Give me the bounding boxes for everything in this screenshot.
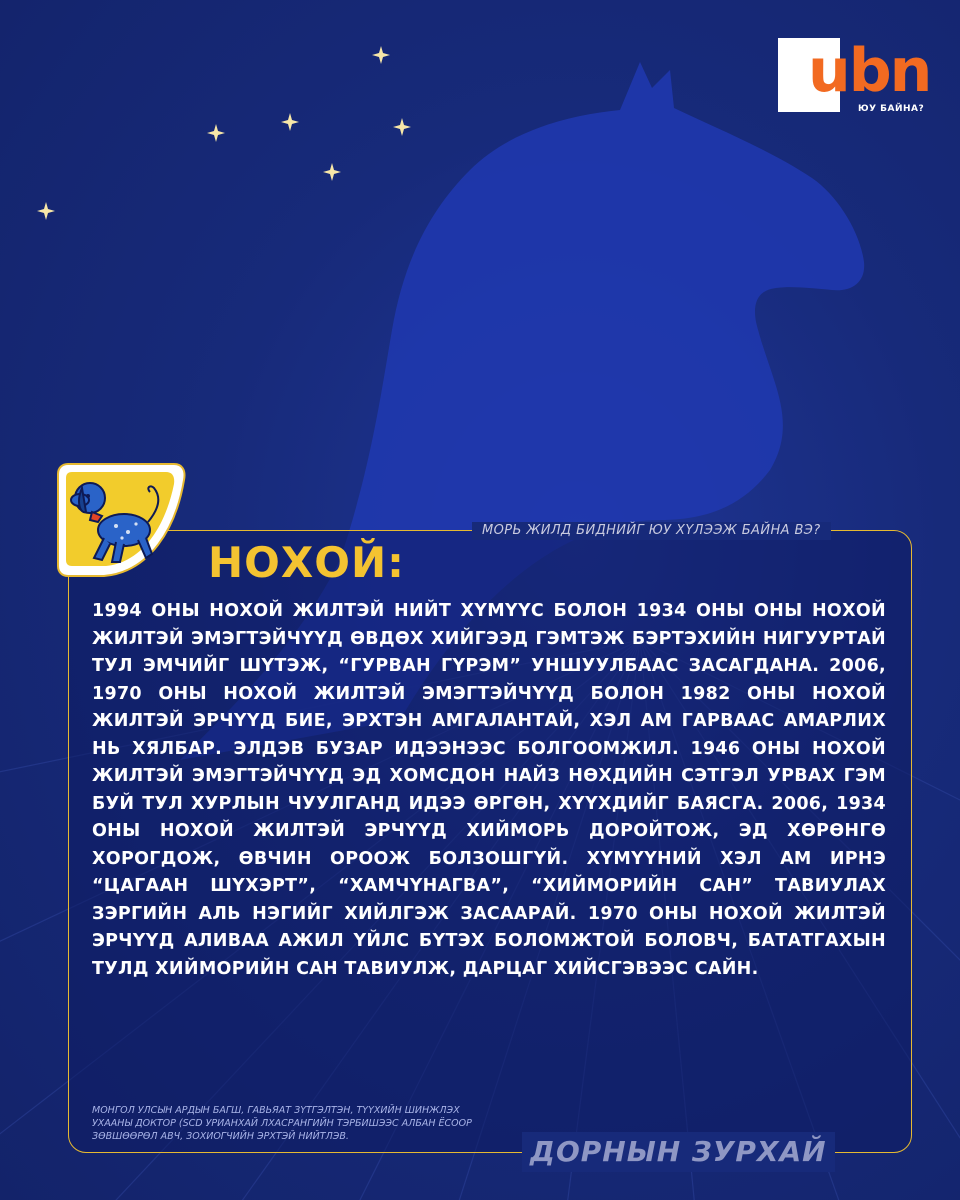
star-icon	[207, 124, 225, 142]
star-icon	[281, 113, 299, 131]
section-title: НОХОЙ:	[208, 538, 405, 587]
frame-subtitle: МОРЬ ЖИЛД БИДНИЙГ ЮУ ХҮЛЭЭЖ БАЙНА ВЭ?	[472, 522, 831, 540]
star-group	[37, 46, 411, 220]
star-icon	[393, 118, 411, 136]
logo-tagline: ЮУ БАЙНА?	[858, 104, 925, 114]
star-icon	[323, 163, 341, 181]
star-icon	[37, 202, 55, 220]
dog-zodiac-icon	[54, 458, 188, 582]
horoscope-text: 1994 ОНЫ НОХОЙ ЖИЛТЭЙ НИЙТ ХҮМҮҮС БОЛОН 1934 ОНЫ ОНЫ НОХОЙ ЖИЛТЭЙ ЭМЭГТЭЙЧҮҮД ӨВДӨХ ХИЙГЭЭД ГЭМТЭЖ БЭРТЭХИЙН НИГУУРТАЙ ТУЛ ЭМЧИЙГ ШҮТЭЖ, “ГУРВАН ГҮРЭМ” УНШУУЛБААС ЗАСАГДАНА. 2006, 1970 ОНЫ НОХОЙ ЖИЛТЭЙ ЭМЭГТЭЙЧҮҮД БОЛОН 1982 ОНЫ НОХОЙ ЖИЛТЭЙ ЭРЧҮҮД БИЕ, ЭРХТЭН АМГАЛАНТАЙ, ХЭЛ АМ ГАРВААС АМАРЛИХ НЬ ХЯЛБАР. ЭЛДЭВ БУЗАР ИДЭЭНЭЭС БОЛГООМЖИЛ. 1946 ОНЫ НОХОЙ ЖИЛТЭЙ ЭМЭГТЭЙЧҮҮД ЭД ХОМСДОН НАЙЗ НӨХДИЙН СЭТГЭЛ УРВАХ ГЭМ БУЙ ТУЛ ХУРЛЫН ЧУУЛГАНД ИДЭЭ ӨРГӨН, ХҮҮХДИЙГ БАЯСГА. 2006, 1934 ОНЫ НОХОЙ ЖИЛТЭЙ ЭРЧҮҮД ХИЙМОРЬ ДОРОЙТОЖ, ЭД ХӨРӨНГӨ ХОРОГДОЖ, ӨВЧИН ОРООЖ БОЛЗОШГҮЙ. ХҮМҮҮНИЙ ХЭЛ АМ ИРНЭ “ЦАГААН ШҮХЭРТ”, “ХАМЧҮНАГВА”, “ХИЙМОРИЙН САН” ТАВИУЛАХ ЗЭРГИЙН АЛЬ НЭГИЙГ ХИЙЛГЭЖ ЗАСААРАЙ. 1970 ОНЫ НОХОЙ ЖИЛТЭЙ ЭРЧҮҮД АЛИВАА АЖИЛ ҮЙЛС БҮТЭХ БОЛОМЖТОЙ БОЛОВЧ, БАТАТГАХЫН ТУЛД ХИЙМОРИЙН САН ТАВИУЛЖ, ДАРЦАГ ХИЙСГЭВЭЭС САЙН.	[92, 601, 886, 979]
brand-logo[interactable]	[778, 38, 936, 118]
star-icon	[372, 46, 390, 64]
author-credit: МОНГОЛ УЛСЫН АРДЫН БАГШ, ГАВЬЯАТ ЗҮТГЭЛТЭН, ТҮҮХИЙН ШИНЖЛЭХ УХААНЫ ДОКТОР (SCD УРИАНХАЙ ЛХАСРАНГИЙН ТЭРБИШЭЭС АЛБАН ЁСООР ЗӨВШӨӨРӨЛ АВЧ, ЗОХИОГЧИЙН ЭРХТЭЙ НИЙТЛЭВ.	[92, 1105, 472, 1142]
footer-title: ДОРНЫН ЗУРХАЙ	[522, 1132, 835, 1172]
logo-wordmark: ubn	[808, 36, 931, 106]
